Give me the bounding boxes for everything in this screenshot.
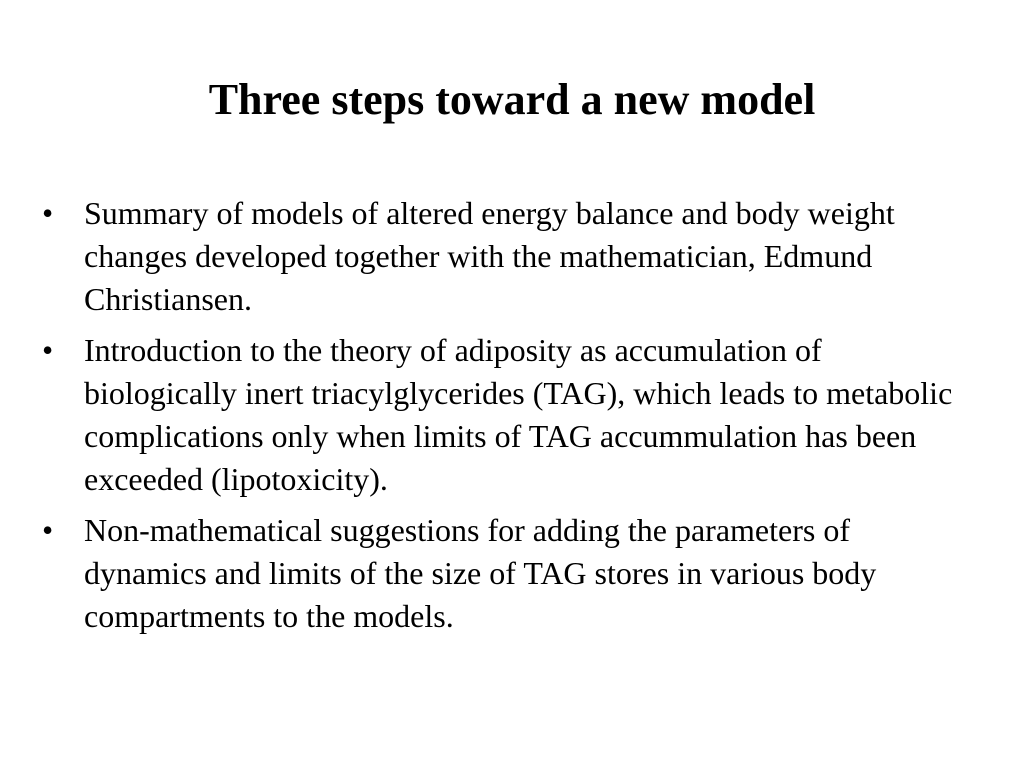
bullet-item	[42, 192, 972, 321]
bullet-list	[42, 192, 972, 646]
bullet-icon: •	[42, 195, 54, 231]
bullet-item	[42, 329, 972, 501]
bullet-text: Non-mathematical suggestions for adding the parameters of dynamics and limits of the size of TAG stores in various body compartments to the models.	[84, 512, 877, 634]
slide-title: Three steps toward a new model	[208, 75, 816, 124]
bullet-text: Summary of models of altered energy balance and body weight changes developed together with the mathematician, Edmund Christiansen.	[84, 195, 895, 317]
bullet-icon: •	[42, 332, 54, 368]
bullet-icon: •	[42, 512, 54, 548]
bullet-text: Introduction to the theory of adiposity as accumulation of biologically inert triacylglycerides (TAG), which leads to metabolic complications only when limits of TAG accummulation has been exceeded (lipotoxicity).	[84, 332, 953, 497]
bullet-item	[42, 509, 972, 638]
